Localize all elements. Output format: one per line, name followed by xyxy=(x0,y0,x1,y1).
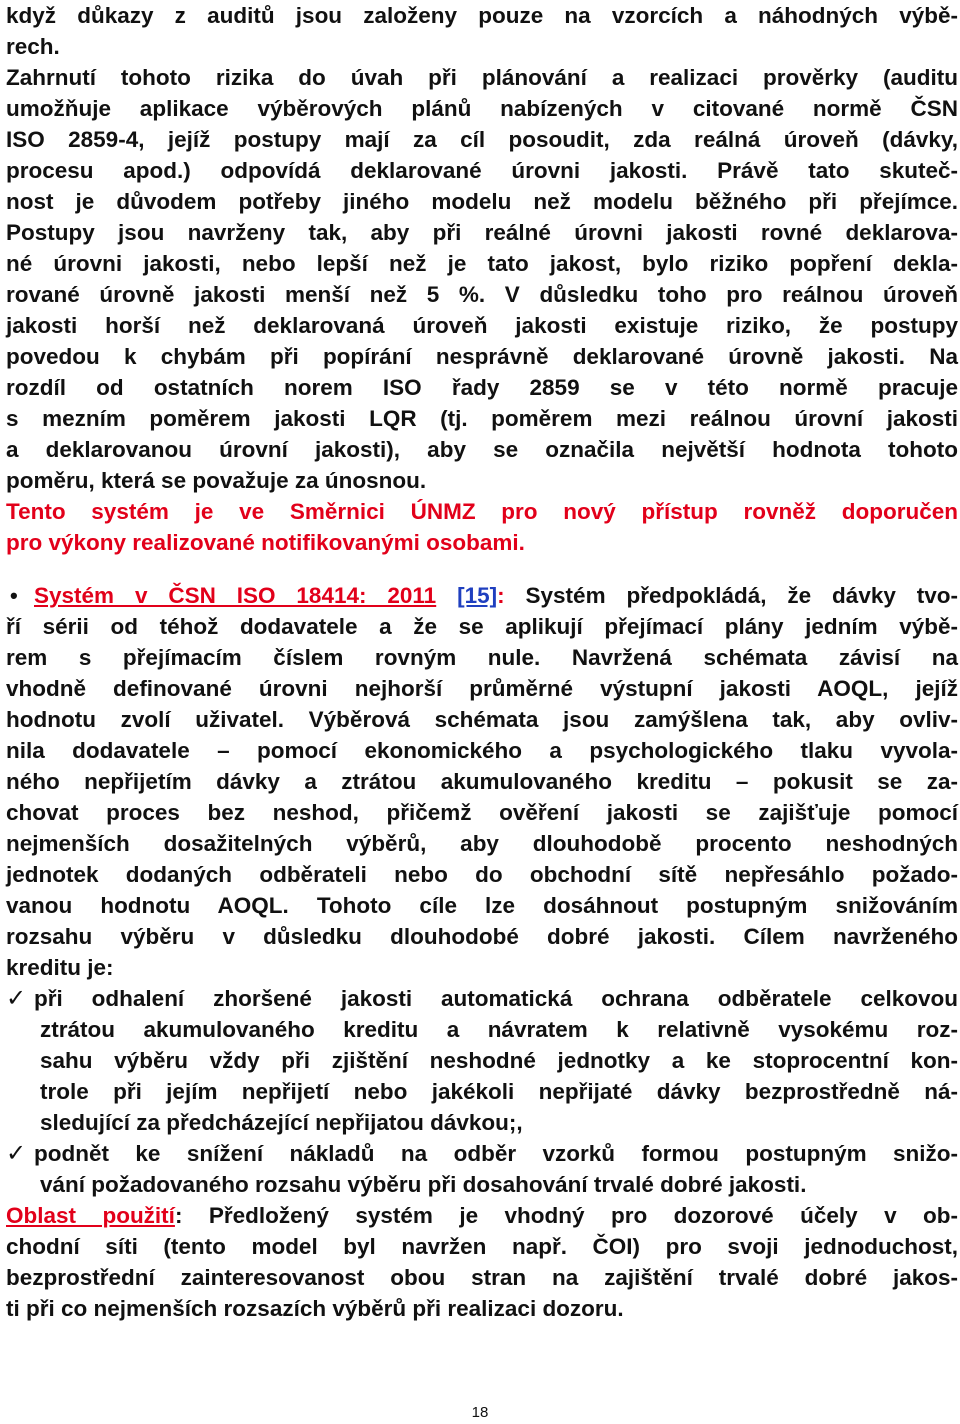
text-line: povedou k chybám při popírání nesprávně deklarované úrovně jakosti. Na xyxy=(6,344,958,369)
check-first-line: ✓ podnět ke snížení nákladů na odběr vzorků formou postupným snižo- xyxy=(6,1139,958,1167)
heading-colon: : xyxy=(174,1203,183,1228)
bullet-icon: • xyxy=(10,583,18,608)
text-line: jakosti horší než deklarovaná úroveň jakosti existuje riziko, že postupy xyxy=(6,313,958,338)
text-line: nila dodavatele – pomocí ekonomického a psychologického tlaku vyvola- xyxy=(6,738,958,763)
text-line: když důkazy z auditů jsou založeny pouze na vzorcích a náhodných výbě- xyxy=(6,3,958,28)
text-line: chodní síti (tento model byl navržen např. ČOI) pro svoji jednoduchost, xyxy=(6,1234,958,1259)
text-line: poměru, která se považuje za únosnou. xyxy=(6,468,427,493)
text-line: Tento systém je ve Směrnici ÚNMZ pro nový přístup rovněž doporučen xyxy=(6,499,958,524)
text-line: rozsahu výběru v důsledku dlouhodobé dobré jakosti. Cílem navrženého xyxy=(6,924,958,949)
bullet-iso-18414 xyxy=(6,580,958,983)
area-label: Oblast použití xyxy=(6,1203,175,1228)
area-of-use xyxy=(6,1200,958,1324)
text-line: bezprostřední zainteresovanost obou stran na zajištění trvalé dobré jakos- xyxy=(6,1265,958,1290)
text-line: ztrátou akumulovaného kreditu a návratem k relativně vysokému roz- xyxy=(40,1017,958,1042)
text-line: s mezním poměrem jakosti LQR (tj. poměrem mezi reálnou úrovní jakosti xyxy=(6,406,958,431)
page-number: 18 xyxy=(471,1404,489,1421)
text-line: chovat proces bez neshod, přičemž ověření jakosti se zajišťuje pomocí xyxy=(6,800,958,825)
recommendation-note xyxy=(6,496,958,558)
text-run: Předložený systém je vhodný pro dozorové účely v ob- xyxy=(182,1203,958,1228)
checkmark-icon: ✓ xyxy=(6,1139,27,1167)
checkmark-icon: ✓ xyxy=(6,984,27,1012)
text-line: rech. xyxy=(6,34,60,59)
text-line: hodnotu zvolí uživatel. Výběrová schémata jsou zamýšlena tak, aby ovliv- xyxy=(6,707,958,732)
text-line: rozdíl od ostatních norem ISO řady 2859 se v této normě pracuje xyxy=(6,375,958,400)
text-line: nost je důvodem potřeby jiného modelu než modelu běžného při přejímce. xyxy=(6,189,958,214)
bullet-first-line xyxy=(6,580,958,611)
reference-link[interactable]: [15] xyxy=(457,583,498,608)
text-line: a deklarovanou úrovní jakosti), aby se označila největší hodnota tohoto xyxy=(6,437,958,462)
check-item-protection xyxy=(6,983,958,1138)
text-line: kreditu je: xyxy=(6,955,114,980)
text-line: rované úrovně jakosti menší než 5 %. V důsledku toho pro reálnou úroveň xyxy=(6,282,958,307)
text-line: jednotek dodaných odběrateli nebo do obchodní sítě nepřesáhlo požado- xyxy=(6,862,958,887)
text-line: vání požadovaného rozsahu výběru při dosahování trvalé dobré jakosti. xyxy=(40,1172,807,1197)
text-run: Systém předpokládá, že dávky tvo- xyxy=(504,583,959,608)
text-line: Postupy jsou navrženy tak, aby při reálné úrovni jakosti rovné deklarova- xyxy=(6,220,958,245)
text-line: procesu apod.) odpovídá deklarované úrovni jakosti. Právě tato skuteč- xyxy=(6,158,958,183)
area-first-line xyxy=(6,1200,958,1231)
text-line: umožňuje aplikace výběrových plánů nabízených v citované normě ČSN xyxy=(6,96,958,121)
paragraph-iso-2859-4 xyxy=(6,0,958,496)
text-line: nejmenších dosažitelných výběrů, aby dlouhodobě procento neshodných xyxy=(6,831,958,856)
heading-colon: : xyxy=(497,583,505,608)
text-line: rem s přejímacím číslem rovným nule. Navržená schémata závisí na xyxy=(6,645,958,670)
text-line: sledující za předcházející nepřijatou dávkou;, xyxy=(40,1110,523,1135)
text-line: ti při co nejmenších rozsazích výběrů při realizaci dozoru. xyxy=(6,1296,624,1321)
check-item-costs xyxy=(6,1138,958,1200)
text-line: trole při jejím nepřijetí nebo jakékoli nepřijaté dávky bezprostředně ná- xyxy=(40,1079,958,1104)
section-link[interactable]: Systém v ČSN ISO 18414: 2011 xyxy=(34,583,437,608)
text-line: sahu výběru vždy při zjištění neshodné jednotky a ke stoprocentní kon- xyxy=(40,1048,958,1073)
text-line: vhodně definované úrovni nejhorší průměrné výstupní jakosti AOQL, jejíž xyxy=(6,676,958,701)
text-line: ISO 2859-4, jejíž postupy mají za cíl posoudit, zda reálná úroveň (dávky, xyxy=(6,127,958,152)
text-line: ří sérii od téhož dodavatele a že se aplikují přejímací plány jedním výbě- xyxy=(6,614,958,639)
text-line: pro výkony realizované notifikovanými osobami. xyxy=(6,530,525,555)
text-line: vanou hodnotu AOQL. Tohoto cíle lze dosáhnout postupným snižováním xyxy=(6,893,958,918)
text-line: Zahrnutí tohoto rizika do úvah při plánování a realizaci prověrky (auditu xyxy=(6,65,958,90)
spacer xyxy=(6,558,958,580)
check-first-line: ✓ při odhalení zhoršené jakosti automatická ochrana odběratele celkovou xyxy=(6,984,958,1012)
text-line: ného nepřijetím dávky a ztrátou akumulovaného kreditu – pokusit se za- xyxy=(6,769,958,794)
text-line: né úrovni jakosti, nebo lepší než je tato jakost, bylo riziko popření dekla- xyxy=(6,251,958,276)
document-page xyxy=(6,0,958,1324)
